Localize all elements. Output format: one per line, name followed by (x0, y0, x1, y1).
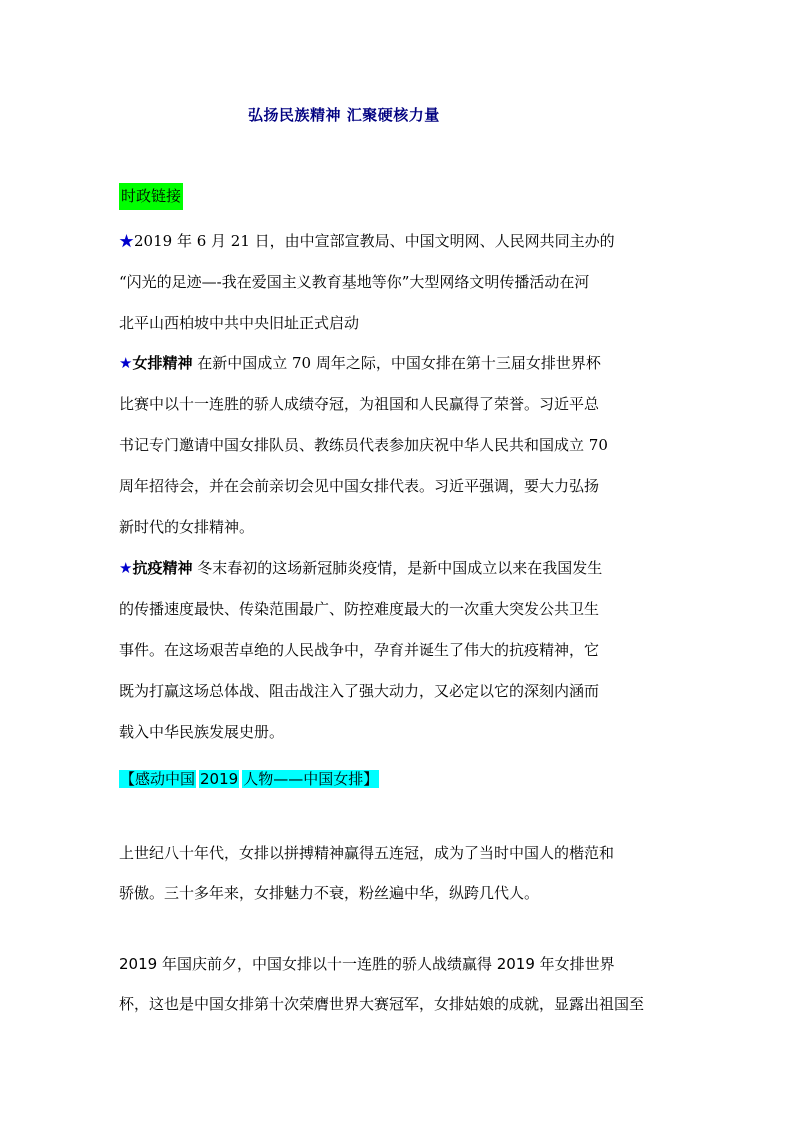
para1-line-1: 上世纪八十年代，女排以拼搏精神赢得五连冠，成为了当时中国人的楷范和 (119, 844, 615, 862)
star-icon: ★ (119, 232, 135, 250)
news2-line-1: ★女排精神 在新中国成立 70 周年之际，中国女排在第十三届女排世界杯 (119, 354, 601, 372)
para2-line-2: 杯，这也是中国女排第十次荣膺世界大赛冠军，女排姑娘的成就，显露出祖国至 (119, 995, 645, 1013)
news3-heading: 抗疫精神 (132, 559, 193, 577)
news1-line-3: 北平山西柏坡中共中央旧址正式启动 (119, 314, 360, 332)
news2-line-3: 书记专门邀请中国女排队员、教练员代表参加庆祝中华人民共和国成立 70 (119, 436, 608, 454)
news2-line-2: 比赛中以十一连胜的骄人成绩夺冠，为祖国和人民赢得了荣誉。习近平总 (119, 395, 600, 413)
news3-line-5: 载入中华民族发展史册。 (119, 723, 285, 741)
news1-line-2: “闪光的足迹—-我在爱国主义教育基地等你”大型网络文明传播活动在河 (119, 273, 590, 291)
star-icon: ★ (119, 354, 133, 372)
news2-line-5: 新时代的女排精神。 (119, 518, 255, 536)
news3-line-3: 事件。在这场艰苦卓绝的人民战争中，孕育并诞生了伟大的抗疫精神，它 (119, 641, 600, 659)
para2-line-1: 2019 年国庆前夕，中国女排以十一连胜的骄人战绩赢得 2019 年女排世界 (119, 955, 615, 973)
news3-line-1: ★抗疫精神 冬末春初的这场新冠肺炎疫情，是新中国成立以来在我国发生 (119, 559, 603, 577)
para1-line-2: 骄傲。三十多年来，女排魅力不衰，粉丝遍中华，纵跨几代人。 (119, 884, 540, 902)
page-title: 弘扬民族精神 汇聚硬核力量 (248, 106, 440, 124)
news2-line-4: 周年招待会，并在会前亲切会见中国女排代表。习近平强调，要大力弘扬 (119, 477, 600, 495)
section-tag-highlight: 时政链接 (119, 183, 183, 210)
star-icon: ★ (119, 559, 133, 577)
feature-tag-highlight: 【感动中国 2019 人物——中国女排】 (120, 770, 379, 788)
news2-heading: 女排精神 (132, 354, 193, 372)
news3-line-2: 的传播速度最快、传染范围最广、防控难度最大的一次重大突发公共卫生 (119, 600, 600, 618)
news1-line-1: ★2019 年 6 月 21 日，由中宣部宣教局、中国文明网、人民网共同主办的 (119, 232, 615, 250)
news3-line-4: 既为打赢这场总体战、阻击战注入了强大动力，又必定以它的深刻内涵而 (119, 682, 600, 700)
